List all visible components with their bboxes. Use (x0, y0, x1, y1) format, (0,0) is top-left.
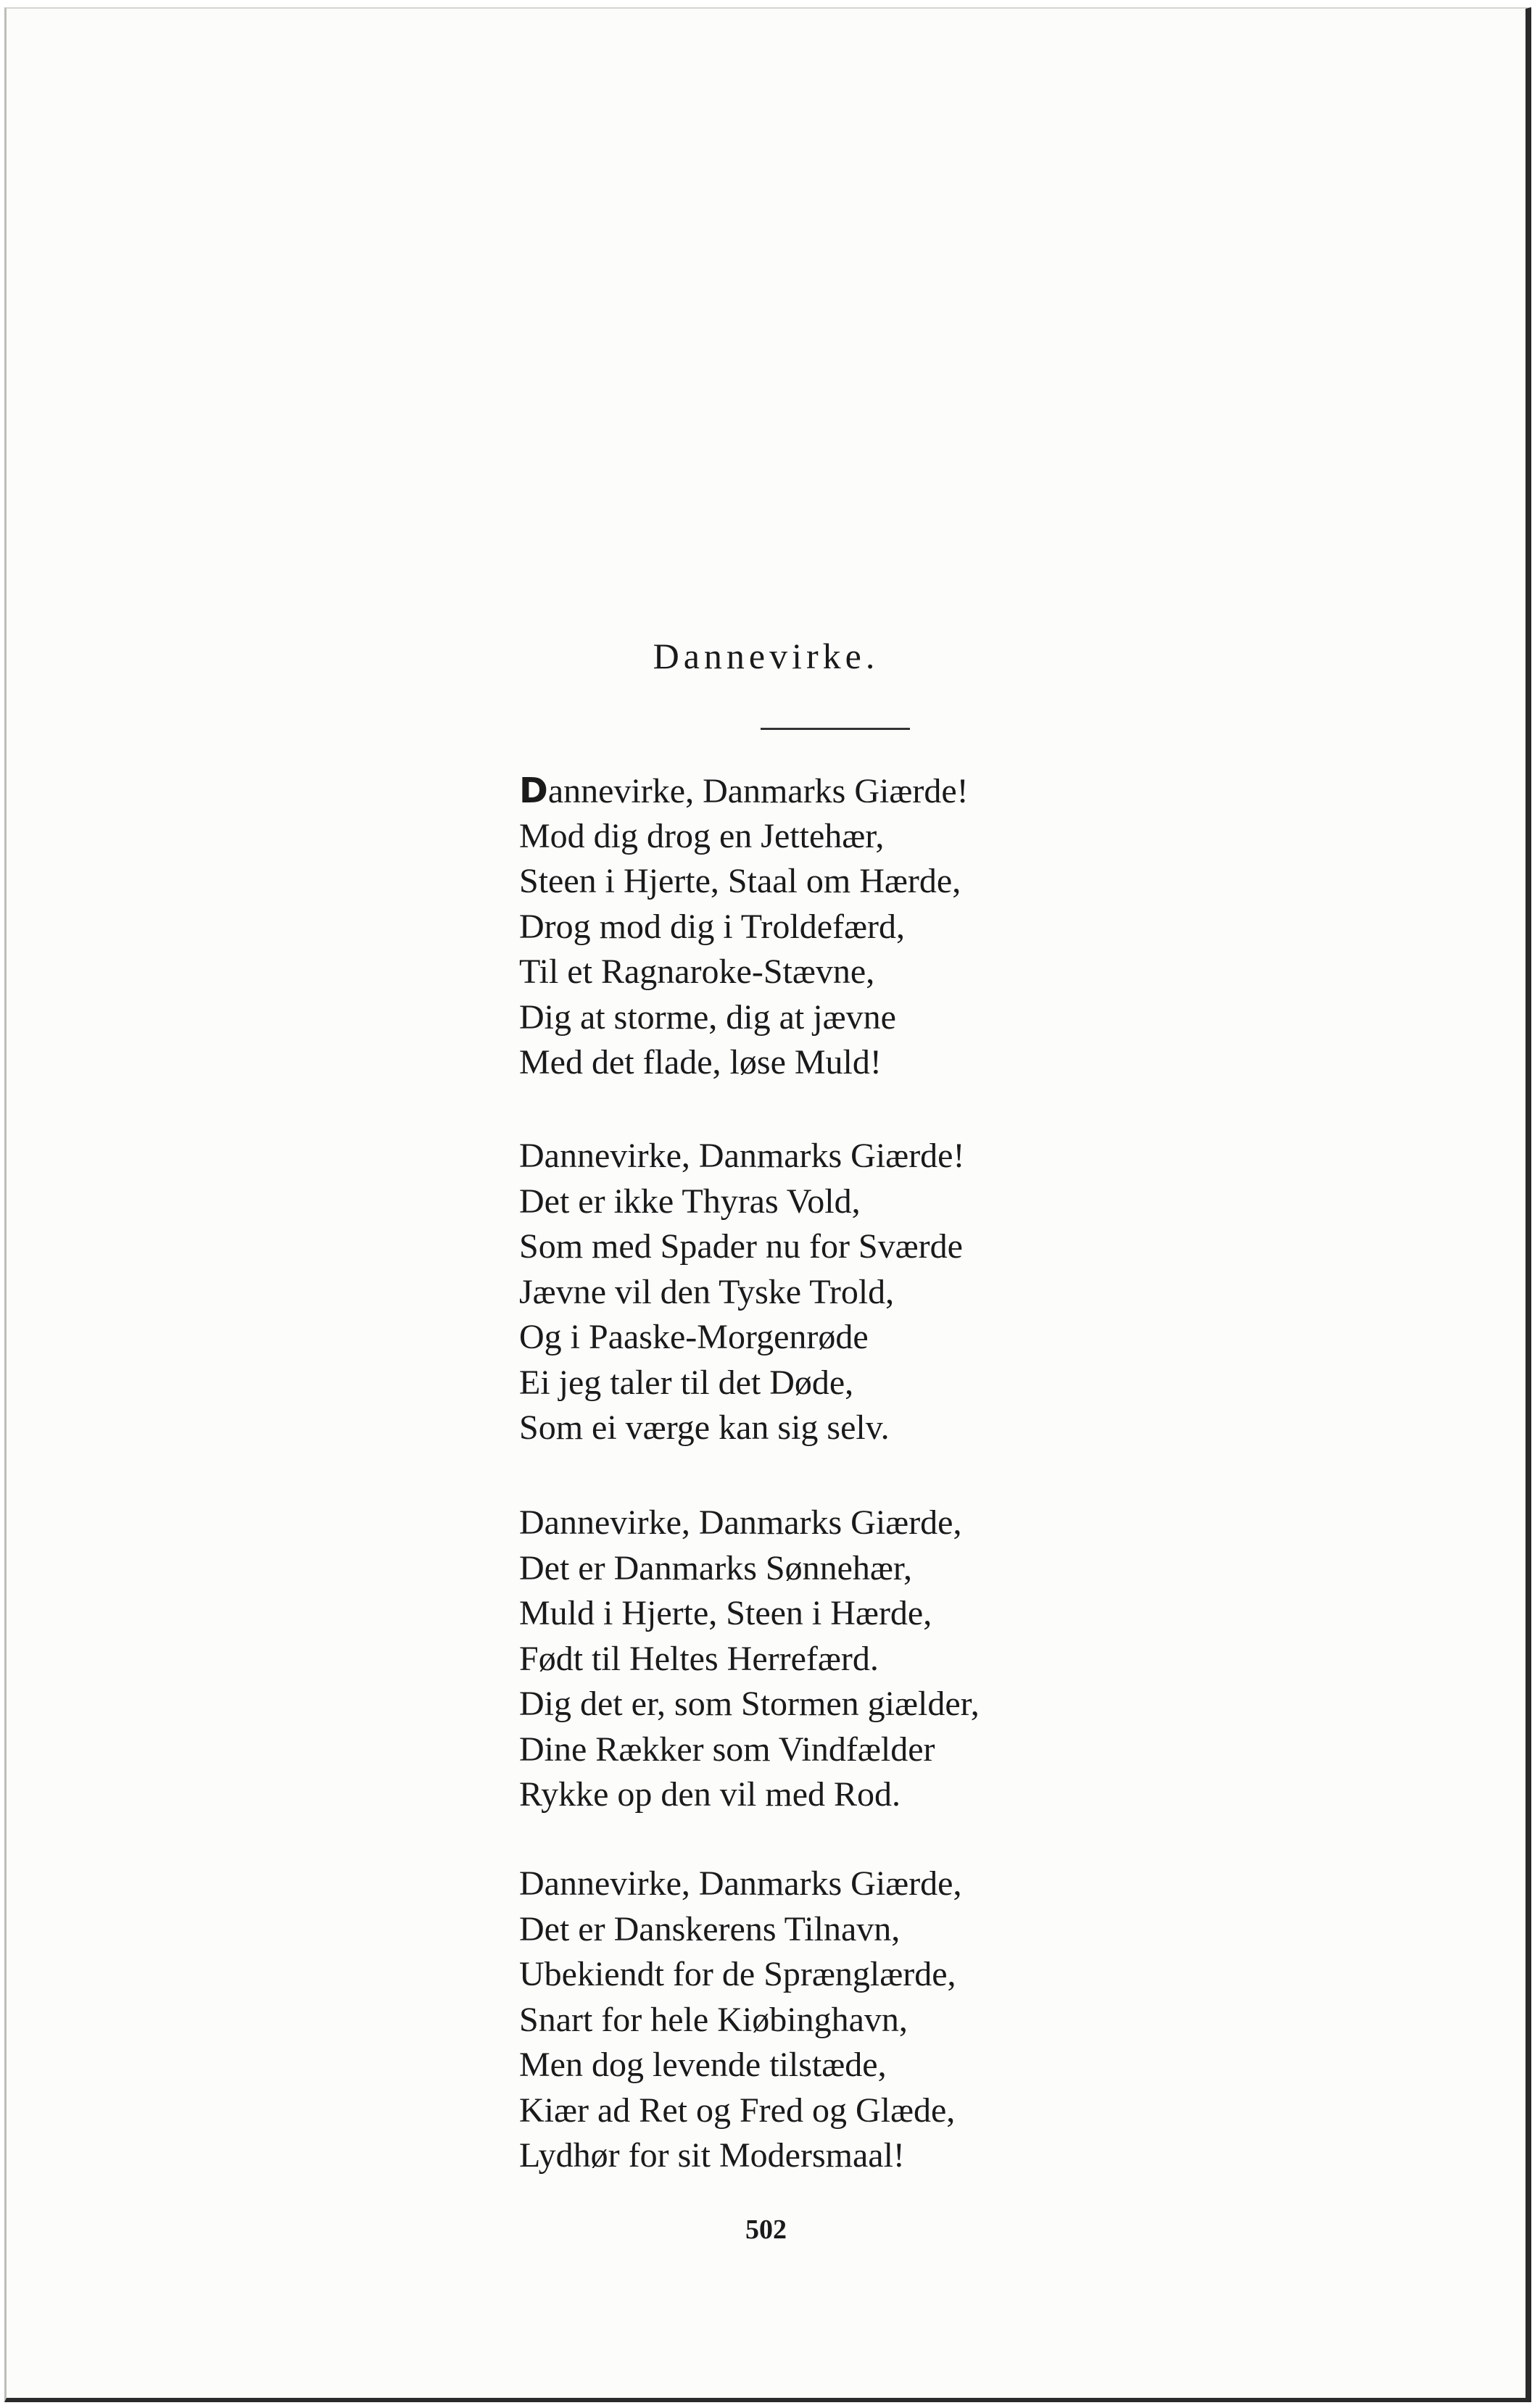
verse-line: Ubekiendt for de Sprænglærde, (519, 1955, 956, 1993)
verse-line: Det er Danmarks Sønnehær, (519, 1548, 912, 1587)
verse-line: Dig at storme, dig at jævne (519, 997, 896, 1037)
verse-line: Muld i Hjerte, Steen i Hærde, (519, 1594, 932, 1632)
verse-line: Dannevirke, Danmarks Giærde! (519, 771, 969, 811)
verse-line: Dine Rækker som Vindfælder (519, 1730, 935, 1769)
stanza-2 (519, 1134, 1244, 1451)
verse-line: Og i Paaske-Morgenrøde (519, 1318, 869, 1356)
verse-line: Dig det er, som Stormen giælder, (519, 1685, 980, 1723)
verse-line: Født til Heltes Herrefærd. (519, 1639, 879, 1678)
verse-line: Kiær ad Ret og Fred og Glæde, (519, 2091, 956, 2130)
verse-line: Steen i Hjerte, Staal om Hærde, (519, 862, 961, 900)
verse-line: Til et Ragnaroke-Stævne, (519, 952, 875, 991)
verse-line: Snart for hele Kiøbinghavn, (519, 2000, 908, 2039)
verse-line: Som med Spader nu for Sværde (519, 1227, 963, 1266)
verse-line: Dannevirke, Danmarks Giærde! (519, 1137, 965, 1175)
stanza-3 (519, 1500, 1244, 1818)
page-number: 502 (745, 2214, 787, 2245)
verse-line: Lydhør for sit Modersmaal! (519, 2136, 905, 2175)
verse-line: Det er Danskerens Tilnavn, (519, 1909, 901, 1948)
stanza-1 (519, 768, 1244, 1086)
verse-line: Med det flade, løse Muld! (519, 1043, 882, 1081)
verse-line: Jævne vil den Tyske Trold, (519, 1272, 895, 1311)
verse-line: Det er ikke Thyras Vold, (519, 1182, 861, 1221)
title-divider (761, 728, 910, 730)
verse-line: Drog mod dig i Troldefærd, (519, 907, 906, 946)
stanza-4 (519, 1861, 1244, 2179)
drop-cap: D (519, 771, 548, 811)
verse-line: Rykke op den vil med Rod. (519, 1775, 901, 1814)
poem-title: Dannevirke. (653, 636, 879, 676)
verse-line: Som ei værge kan sig selv. (519, 1408, 890, 1447)
verse-line: Men dog levende tilstæde, (519, 2046, 887, 2084)
verse-line: Ei jeg taler til det Døde, (519, 1363, 854, 1402)
verse-line: Dannevirke, Danmarks Giærde, (519, 1864, 962, 1903)
verse-line: Dannevirke, Danmarks Giærde, (519, 1503, 962, 1542)
verse-line: Mod dig drog en Jettehær, (519, 816, 885, 855)
book-page (4, 7, 1531, 2402)
